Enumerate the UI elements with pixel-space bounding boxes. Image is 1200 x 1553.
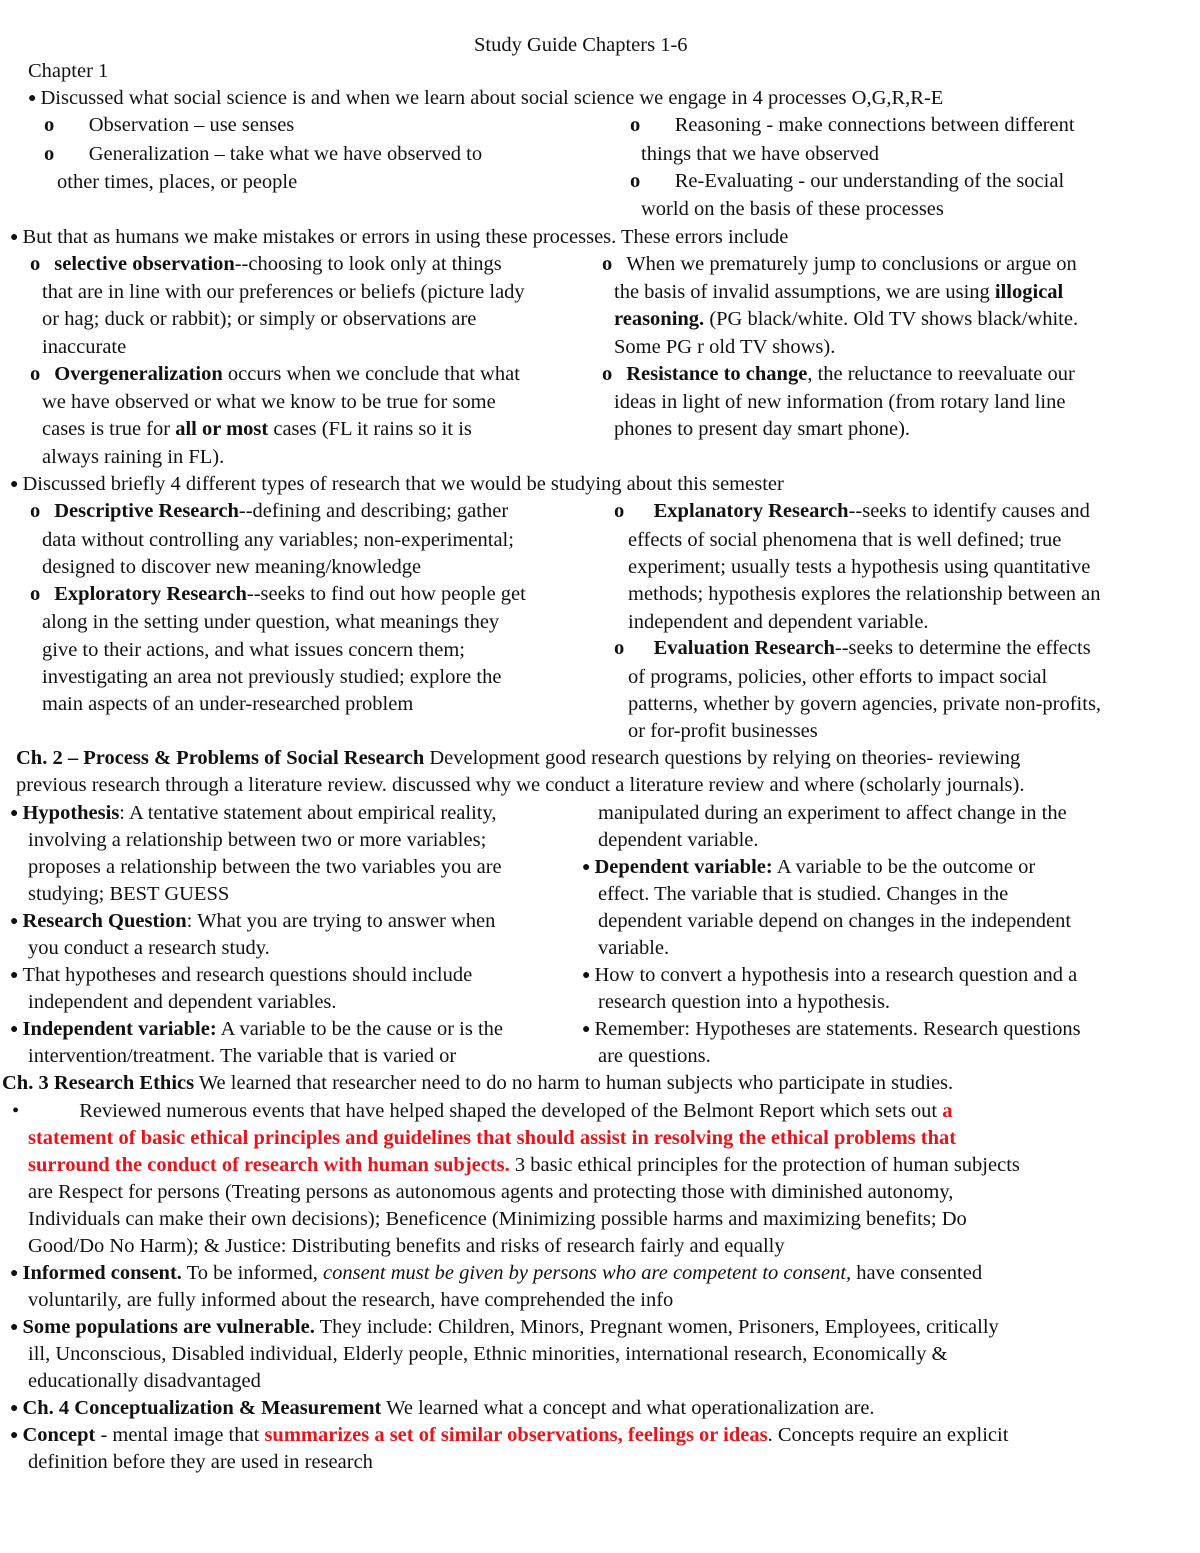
- list-item: o Observation – use senses: [44, 114, 295, 136]
- list-item: o selective observation--choosing to look only at things: [30, 253, 502, 275]
- bullet-icon: ●: [10, 1022, 19, 1037]
- list-item-text: we have observed or what we know to be true for some: [42, 391, 496, 413]
- list-item: ● Some populations are vulnerable. They include: Children, Minors, Pregnant women, Prisoners, Employees, critically: [10, 1316, 999, 1338]
- list-item: ● Discussed what social science is and when we learn about social science we engage in 4 processes O,G,R,R-E: [28, 87, 944, 109]
- list-item-text: are questions.: [598, 1045, 711, 1067]
- circle-bullet-icon: o: [630, 114, 641, 136]
- list-item: o Explanatory Research--seeks to identify causes and: [614, 500, 1090, 522]
- list-item-text: dependent variable.: [598, 829, 759, 851]
- list-item: • Reviewed numerous events that have helped shaped the developed of the Belmont Report which sets out a: [12, 1100, 953, 1122]
- list-item-text: investigating an area not previously studied; explore the: [42, 666, 502, 688]
- list-item-text: you conduct a research study.: [28, 937, 270, 959]
- list-item: ● Hypothesis: A tentative statement about empirical reality,: [10, 802, 497, 824]
- list-item: ● Independent variable: A variable to be the cause or is the: [10, 1018, 504, 1040]
- bullet-icon: ●: [582, 1022, 591, 1037]
- circle-bullet-icon: o: [30, 363, 41, 385]
- list-item-text: research question into a hypothesis.: [598, 991, 891, 1013]
- list-item-text: independent and dependent variables.: [28, 991, 337, 1013]
- list-item-text: manipulated during an experiment to affect change in the: [598, 802, 1067, 824]
- circle-bullet-icon: o: [44, 143, 55, 165]
- bullet-icon: ●: [10, 914, 19, 929]
- circle-bullet-icon: o: [44, 114, 55, 136]
- list-item: ● Informed consent. To be informed, consent must be given by persons who are competent to consent, have consented: [10, 1262, 983, 1284]
- bullet-icon: ●: [10, 1401, 19, 1416]
- list-item-text: independent and dependent variable.: [628, 611, 929, 633]
- list-item-text: always raining in FL).: [42, 446, 225, 468]
- chapter-1-heading: Chapter 1: [28, 60, 109, 82]
- bullet-icon: ●: [10, 1266, 19, 1281]
- list-item-text: things that we have observed: [641, 143, 879, 165]
- list-item-text: ideas in light of new information (from rotary land line: [614, 391, 1066, 413]
- chapter-3-heading: Ch. 3 Research Ethics We learned that researcher need to do no harm to human subjects who participate in studies.: [2, 1072, 954, 1094]
- bullet-icon: •: [12, 1100, 20, 1122]
- list-item: ● Dependent variable: A variable to be the outcome or: [582, 856, 1036, 878]
- list-item: ● How to convert a hypothesis into a research question and a: [582, 964, 1078, 986]
- list-item-text: designed to discover new meaning/knowledge: [42, 556, 422, 578]
- bullet-icon: ●: [28, 91, 37, 106]
- bullet-icon: ●: [10, 230, 19, 245]
- list-item-text: methods; hypothesis explores the relationship between an: [628, 583, 1101, 605]
- page-title: Study Guide Chapters 1-6: [474, 34, 688, 56]
- list-item-text: main aspects of an under-researched problem: [42, 693, 414, 715]
- list-item-text: the basis of invalid assumptions, we are using illogical: [614, 281, 1064, 303]
- bullet-icon: ●: [10, 1428, 19, 1443]
- circle-bullet-icon: o: [614, 637, 625, 659]
- list-item-text: along in the setting under question, what meanings they: [42, 611, 500, 633]
- list-item-text: studying; BEST GUESS: [28, 883, 230, 905]
- list-item-text: voluntarily, are fully informed about the research, have comprehended the info: [28, 1289, 674, 1311]
- list-item-text: definition before they are used in research: [28, 1451, 373, 1473]
- list-item: o Evaluation Research--seeks to determine the effects: [614, 637, 1091, 659]
- list-item-text: experiment; usually tests a hypothesis using quantitative: [628, 556, 1091, 578]
- list-item-text: phones to present day smart phone).: [614, 418, 911, 440]
- list-item: ● Research Question: What you are trying to answer when: [10, 910, 496, 932]
- list-item-text: or for-profit businesses: [628, 720, 818, 742]
- list-item-text: give to their actions, and what issues concern them;: [42, 639, 465, 661]
- list-item-text: statement of basic ethical principles and guidelines that should assist in resolving the ethical problems that: [28, 1127, 957, 1149]
- list-item-text: Individuals can make their own decisions); Beneficence (Minimizing possible harms and maximizing benefits; Do: [28, 1208, 967, 1230]
- list-item-text: proposes a relationship between the two variables you are: [28, 856, 502, 878]
- list-item: o Overgeneralization occurs when we conclude that what: [30, 363, 520, 385]
- list-item-text: intervention/treatment. The variable that is varied or: [28, 1045, 457, 1067]
- list-item-text: Good/Do No Harm); & Justice: Distributing benefits and risks of research fairly and equally: [28, 1235, 785, 1257]
- list-item: ● Concept - mental image that summarizes a set of similar observations, feelings or ideas. Concepts require an explicit: [10, 1424, 1009, 1446]
- list-item: ● Ch. 4 Conceptualization & Measurement We learned what a concept and what operationalization are.: [10, 1397, 875, 1419]
- bullet-icon: ●: [10, 968, 19, 983]
- list-item-text: are Respect for persons (Treating persons as autonomous agents and protecting those with diminished autonomy,: [28, 1181, 954, 1203]
- list-item-text: reasoning. (PG black/white. Old TV shows black/white.: [614, 308, 1079, 330]
- circle-bullet-icon: o: [30, 500, 41, 522]
- list-item-text: dependent variable depend on changes in the independent: [598, 910, 1072, 932]
- chapter-2-heading: Ch. 2 – Process & Problems of Social Research Development good research questions by relying on theories- reviewing: [16, 747, 1021, 769]
- bullet-icon: ●: [582, 860, 591, 875]
- list-item-text: effects of social phenomena that is well defined; true: [628, 529, 1062, 551]
- circle-bullet-icon: o: [30, 583, 41, 605]
- list-item-text: inaccurate: [42, 336, 127, 358]
- list-item: ● Remember: Hypotheses are statements. Research questions: [582, 1018, 1081, 1040]
- list-item: o Re-Evaluating - our understanding of the social: [630, 170, 1065, 192]
- list-item: ● Discussed briefly 4 different types of research that we would be studying about this semester: [10, 473, 784, 495]
- list-item-text: variable.: [598, 937, 670, 959]
- circle-bullet-icon: o: [630, 170, 641, 192]
- bullet-icon: ●: [582, 968, 591, 983]
- list-item: o Reasoning - make connections between different: [630, 114, 1075, 136]
- circle-bullet-icon: o: [614, 500, 625, 522]
- list-item-text: cases is true for all or most cases (FL it rains so it is: [42, 418, 472, 440]
- list-item-text: other times, places, or people: [57, 171, 298, 193]
- list-item-text: patterns, whether by govern agencies, private non-profits,: [628, 693, 1102, 715]
- circle-bullet-icon: o: [602, 253, 613, 275]
- list-item: o Exploratory Research--seeks to find out how people get: [30, 583, 526, 605]
- circle-bullet-icon: o: [602, 363, 613, 385]
- list-item: ● But that as humans we make mistakes or errors in using these processes. These errors include: [10, 226, 789, 248]
- list-item: o Generalization – take what we have observed to: [44, 143, 483, 165]
- bullet-icon: ●: [10, 806, 19, 821]
- list-item-text: world on the basis of these processes: [641, 198, 944, 220]
- list-item: ● That hypotheses and research questions should include: [10, 964, 473, 986]
- bullet-icon: ●: [10, 1320, 19, 1335]
- list-item-text: data without controlling any variables; non-experimental;: [42, 529, 514, 551]
- paragraph-text: previous research through a literature review. discussed why we conduct a literature review and where (scholarly journals).: [16, 774, 1025, 796]
- list-item-text: surround the conduct of research with human subjects. 3 basic ethical principles for the protection of human subjects: [28, 1154, 1020, 1176]
- bullet-icon: ●: [10, 477, 19, 492]
- list-item-text: effect. The variable that is studied. Changes in the: [598, 883, 1009, 905]
- list-item-text: of programs, policies, other efforts to impact social: [628, 666, 1048, 688]
- list-item: o When we prematurely jump to conclusions or argue on: [602, 253, 1077, 275]
- list-item-text: involving a relationship between two or more variables;: [28, 829, 487, 851]
- list-item-text: Some PG r old TV shows).: [614, 336, 836, 358]
- list-item-text: ill, Unconscious, Disabled individual, Elderly people, Ethnic minorities, international research, Economically &: [28, 1343, 948, 1365]
- list-item-text: educationally disadvantaged: [28, 1370, 261, 1392]
- list-item: o Resistance to change, the reluctance to reevaluate our: [602, 363, 1075, 385]
- list-item-text: that are in line with our preferences or beliefs (picture lady: [42, 281, 525, 303]
- list-item-text: or hag; duck or rabbit); or simply or observations are: [42, 308, 477, 330]
- circle-bullet-icon: o: [30, 253, 41, 275]
- list-item: o Descriptive Research--defining and describing; gather: [30, 500, 509, 522]
